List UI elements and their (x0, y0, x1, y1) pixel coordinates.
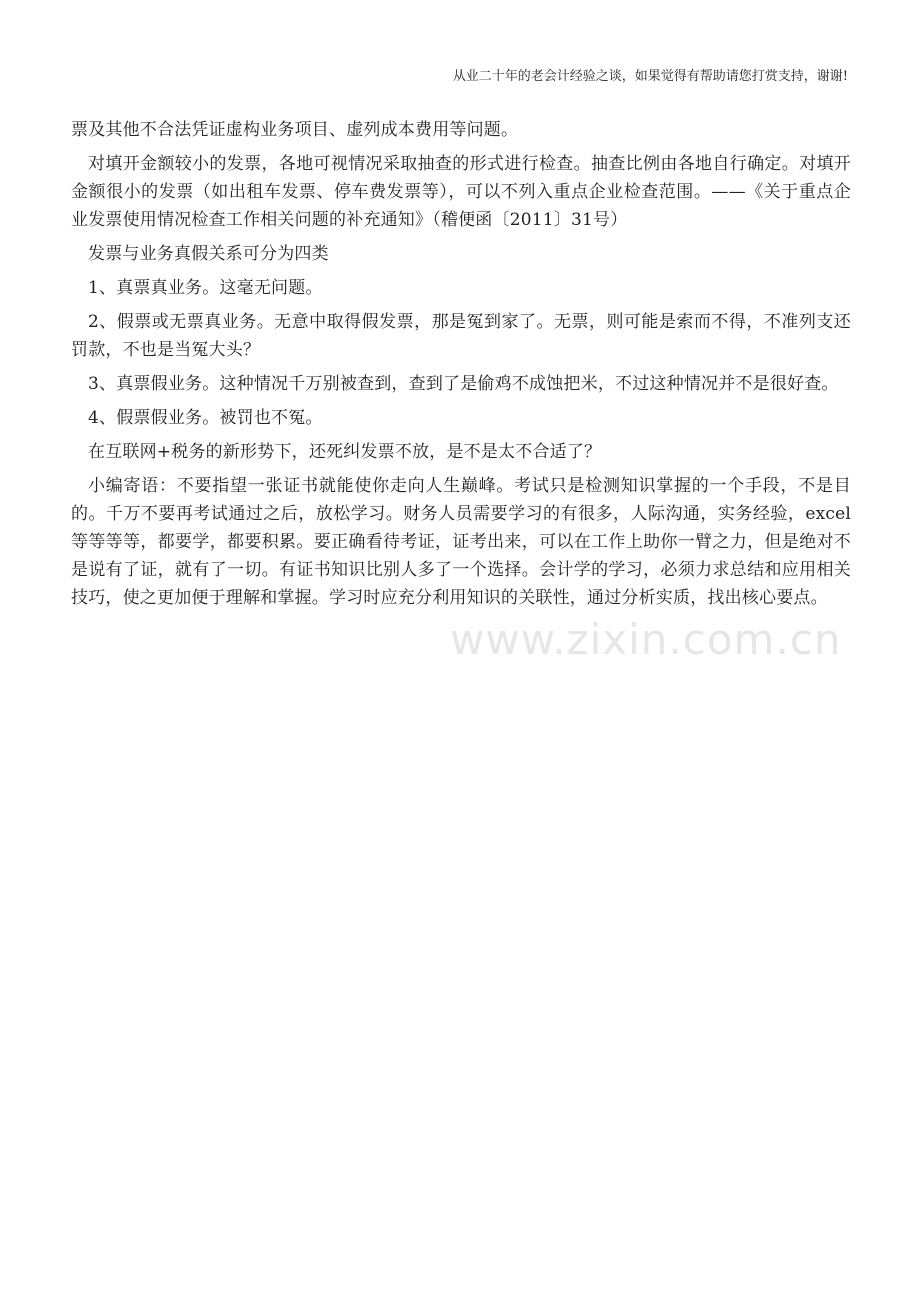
paragraph-continuation: 票及其他不合法凭证虚构业务项目、虚列成本费用等问题。 (71, 120, 519, 140)
header-note: 从业二十年的老会计经验之谈，如果觉得有帮助请您打赏支持，谢谢! (452, 69, 848, 84)
paragraph-type-1: 1、真票真业务。这毫无问题。 (88, 278, 323, 298)
paragraph-type-3: 3、真票假业务。这种情况千万别被查到，查到了是偷鸡不成蚀把米，不过这种情况并不是很好查。 (88, 374, 839, 394)
paragraph-type-2: 2、假票或无票真业务。无意中取得假发票，那是冤到家了。无票，则可能是索而不得，不准列支还罚款，不也是当冤大头？ (71, 312, 851, 360)
paragraph-internet-tax: 在互联网+税务的新形势下，还死纠发票不放，是不是太不合适了？ (88, 442, 602, 462)
paragraph-sampling-check: 对填开金额较小的发票，各地可视情况采取抽查的形式进行检查。抽查比例由各地自行确定。对填开金额很小的发票（如出租车发票、停车费发票等），可以不列入重点企业检查范围。——《关于重点企业发票使用情况检查工作相关问题的补充通知》（稽便函〔2011〕31号） (71, 154, 851, 230)
paragraph-four-types: 发票与业务真假关系可分为四类 (88, 244, 329, 264)
paragraph-editor-note: 小编寄语：不要指望一张证书就能使你走向人生巅峰。考试只是检测知识掌握的一个手段，不是目的。千万不要再考试通过之后，放松学习。财务人员需要学习的有很多，人际沟通，实务经验，excel等等等等，都要学，都要积累。要正确看待考证，证考出来，可以在工作上助你一臂之力，但是绝对不是说有了证，就有了一切。有证书知识比别人多了一个选择。会计学的学习，必须力求总结和应用相关技巧，使之更加便于理解和掌握。学习时应充分利用知识的关联性，通过分析实质，找出核心要点。 (71, 476, 851, 608)
paragraph-type-4: 4、假票假业务。被罚也不冤。 (88, 408, 323, 428)
document-body (71, 116, 851, 618)
watermark-text: www.zixin.com.cn (450, 615, 842, 664)
